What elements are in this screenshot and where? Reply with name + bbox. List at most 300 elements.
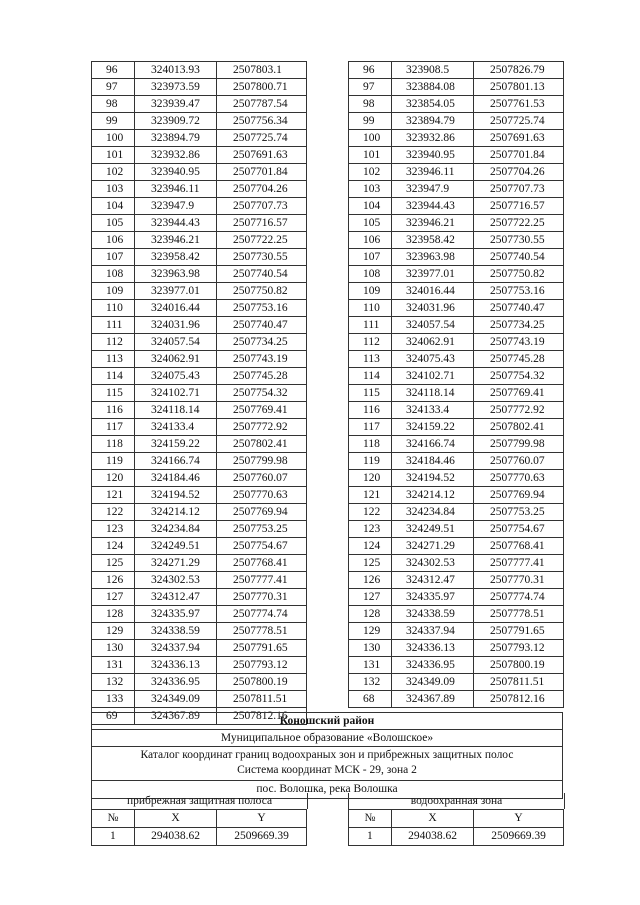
point-number: 108 xyxy=(349,266,392,283)
x-coordinate: 324234.84 xyxy=(135,521,217,538)
y-coordinate: 2507778.51 xyxy=(217,623,307,640)
point-number: 121 xyxy=(349,487,392,504)
y-coordinate: 2507826.79 xyxy=(474,62,564,79)
y-coordinate: 2507812.16 xyxy=(474,691,564,708)
table-row xyxy=(92,589,307,606)
point-number: 120 xyxy=(349,470,392,487)
y-coordinate: 2507811.51 xyxy=(474,674,564,691)
x-coordinate: 324214.12 xyxy=(392,487,474,504)
x-coordinate: 324336.95 xyxy=(392,657,474,674)
point-number: 122 xyxy=(349,504,392,521)
x-coordinate: 324118.14 xyxy=(135,402,217,419)
municipality-title: Муниципальное образование «Волошское» xyxy=(91,730,563,747)
y-coordinate: 2507770.63 xyxy=(474,470,564,487)
x-coordinate: 324031.96 xyxy=(135,317,217,334)
x-coordinate: 323963.98 xyxy=(392,249,474,266)
x-coordinate: 323946.21 xyxy=(135,232,217,249)
x-coordinate: 324013.93 xyxy=(135,62,217,79)
x-coordinate: 323894.79 xyxy=(135,130,217,147)
table-row xyxy=(92,402,307,419)
y-coordinate: 2507754.67 xyxy=(474,521,564,538)
table-row xyxy=(349,96,564,113)
y-coordinate: 2507734.25 xyxy=(217,334,307,351)
point-number: 128 xyxy=(349,606,392,623)
table-row xyxy=(92,623,307,640)
point-number: 99 xyxy=(92,113,135,130)
point-number: 125 xyxy=(92,555,135,572)
point-number: 132 xyxy=(349,674,392,691)
y-coordinate: 2507745.28 xyxy=(217,368,307,385)
y-coordinate: 2507777.41 xyxy=(217,572,307,589)
table-row xyxy=(92,385,307,402)
table-row xyxy=(349,317,564,334)
y-coordinate: 2507774.74 xyxy=(217,606,307,623)
y-coordinate: 2507730.55 xyxy=(217,249,307,266)
table-row xyxy=(349,691,564,708)
x-coordinate: 323946.11 xyxy=(392,164,474,181)
locality-title: пос. Волошка, река Волошка xyxy=(91,781,563,799)
point-number: 112 xyxy=(349,334,392,351)
x-coordinate: 324102.71 xyxy=(135,385,217,402)
table-row xyxy=(349,215,564,232)
x-coordinate: 324367.89 xyxy=(392,691,474,708)
y-coordinate: 2507740.54 xyxy=(217,266,307,283)
x-coordinate: 324057.54 xyxy=(135,334,217,351)
point-number: 100 xyxy=(92,130,135,147)
section-header xyxy=(91,712,563,799)
table-row xyxy=(349,62,564,79)
point-number: 107 xyxy=(92,249,135,266)
point-number: 112 xyxy=(92,334,135,351)
coordinates-table-right xyxy=(348,61,564,708)
table-row xyxy=(92,657,307,674)
x-coordinate: 294038.62 xyxy=(392,828,474,846)
point-number: 116 xyxy=(349,402,392,419)
table-row xyxy=(349,606,564,623)
table-row xyxy=(92,215,307,232)
y-coordinate: 2507772.92 xyxy=(474,402,564,419)
x-coordinate: 323946.21 xyxy=(392,215,474,232)
x-coordinate: 323909.72 xyxy=(135,113,217,130)
point-number: 132 xyxy=(92,674,135,691)
x-coordinate: 324159.22 xyxy=(135,436,217,453)
point-number: 110 xyxy=(92,300,135,317)
x-coordinate: 324302.53 xyxy=(135,572,217,589)
table-row xyxy=(349,249,564,266)
y-coordinate: 2507800.19 xyxy=(217,674,307,691)
table-row xyxy=(92,521,307,538)
point-number: 104 xyxy=(92,198,135,215)
y-coordinate: 2507750.82 xyxy=(217,283,307,300)
y-coordinate: 2507740.54 xyxy=(474,249,564,266)
table-row xyxy=(92,266,307,283)
y-coordinate: 2507756.34 xyxy=(217,113,307,130)
y-coordinate: 2507730.55 xyxy=(474,232,564,249)
y-coordinate: 2507753.25 xyxy=(217,521,307,538)
x-coordinate: 323946.11 xyxy=(135,181,217,198)
point-number: 96 xyxy=(92,62,135,79)
point-number: 104 xyxy=(349,198,392,215)
x-coordinate: 324249.51 xyxy=(135,538,217,555)
x-coordinate: 324184.46 xyxy=(135,470,217,487)
y-coordinate: 2507803.1 xyxy=(217,62,307,79)
coastal-strip-title: прибрежная защитная полоса xyxy=(91,793,308,809)
x-coordinate: 324194.52 xyxy=(135,487,217,504)
y-coordinate: 2507704.26 xyxy=(217,181,307,198)
water-protection-zone-title: водоохранная зона xyxy=(348,793,565,809)
table-row xyxy=(92,572,307,589)
x-coordinate: 324338.59 xyxy=(392,606,474,623)
x-coordinate: 324214.12 xyxy=(135,504,217,521)
point-number: 130 xyxy=(92,640,135,657)
x-coordinate: 323932.86 xyxy=(135,147,217,164)
table-row xyxy=(92,640,307,657)
table-row xyxy=(92,113,307,130)
table-row xyxy=(92,368,307,385)
x-coordinate: 324271.29 xyxy=(135,555,217,572)
point-number: 119 xyxy=(92,453,135,470)
table-row xyxy=(349,181,564,198)
point-number: 127 xyxy=(92,589,135,606)
point-number: 1 xyxy=(92,828,135,846)
x-coordinate: 323958.42 xyxy=(392,232,474,249)
y-coordinate: 2507760.07 xyxy=(217,470,307,487)
point-number: 114 xyxy=(92,368,135,385)
point-number: 129 xyxy=(349,623,392,640)
x-coordinate: 324349.09 xyxy=(135,691,217,708)
table-row xyxy=(349,589,564,606)
point-number: 131 xyxy=(349,657,392,674)
point-number: 113 xyxy=(92,351,135,368)
table-row xyxy=(349,402,564,419)
table-row xyxy=(349,283,564,300)
point-number: 98 xyxy=(92,96,135,113)
y-coordinate: 2507799.98 xyxy=(217,453,307,470)
x-coordinate: 324336.13 xyxy=(135,657,217,674)
table-row xyxy=(92,79,307,96)
point-number: 113 xyxy=(349,351,392,368)
x-coordinate: 324336.13 xyxy=(392,640,474,657)
table-row xyxy=(349,266,564,283)
y-coordinate: 2507725.74 xyxy=(217,130,307,147)
point-number: 115 xyxy=(92,385,135,402)
x-coordinate: 324159.22 xyxy=(392,419,474,436)
y-coordinate: 2507691.63 xyxy=(217,147,307,164)
point-number: 117 xyxy=(92,419,135,436)
x-coordinate: 324194.52 xyxy=(392,470,474,487)
y-coordinate: 2507787.54 xyxy=(217,96,307,113)
table-row xyxy=(349,623,564,640)
header-x: X xyxy=(135,810,217,828)
point-number: 97 xyxy=(92,79,135,96)
y-coordinate: 2507753.16 xyxy=(217,300,307,317)
x-coordinate: 324133.4 xyxy=(392,402,474,419)
y-coordinate: 2507774.74 xyxy=(474,589,564,606)
point-number: 98 xyxy=(349,96,392,113)
x-coordinate: 324338.59 xyxy=(135,623,217,640)
y-coordinate: 2507734.25 xyxy=(474,317,564,334)
catalog-title xyxy=(91,747,563,781)
y-coordinate: 2507802.41 xyxy=(217,436,307,453)
x-coordinate: 324133.4 xyxy=(135,419,217,436)
x-coordinate: 323908.5 xyxy=(392,62,474,79)
table-row xyxy=(349,147,564,164)
point-number: 115 xyxy=(349,385,392,402)
x-coordinate: 324302.53 xyxy=(392,555,474,572)
x-coordinate: 324312.47 xyxy=(392,572,474,589)
x-coordinate: 324184.46 xyxy=(392,453,474,470)
point-number: 125 xyxy=(349,555,392,572)
x-coordinate: 324118.14 xyxy=(392,385,474,402)
y-coordinate: 2507716.57 xyxy=(474,198,564,215)
y-coordinate: 2507745.28 xyxy=(474,351,564,368)
y-coordinate: 2507743.19 xyxy=(217,351,307,368)
x-coordinate: 324062.91 xyxy=(135,351,217,368)
x-coordinate: 324031.96 xyxy=(392,300,474,317)
table-row xyxy=(349,521,564,538)
point-number: 1 xyxy=(349,828,392,846)
y-coordinate: 2507704.26 xyxy=(474,164,564,181)
x-coordinate: 324075.43 xyxy=(392,351,474,368)
point-number: 121 xyxy=(92,487,135,504)
point-number: 123 xyxy=(349,521,392,538)
table-row xyxy=(349,232,564,249)
point-number: 120 xyxy=(92,470,135,487)
table-row xyxy=(92,62,307,79)
x-coordinate: 323940.95 xyxy=(392,147,474,164)
table-row xyxy=(92,181,307,198)
point-number: 116 xyxy=(92,402,135,419)
point-number: 124 xyxy=(349,538,392,555)
table-row xyxy=(349,130,564,147)
y-coordinate: 2507701.84 xyxy=(474,147,564,164)
point-number: 131 xyxy=(92,657,135,674)
header-number: № xyxy=(349,810,392,828)
x-coordinate: 324234.84 xyxy=(392,504,474,521)
table-row xyxy=(349,538,564,555)
y-coordinate: 2507770.31 xyxy=(217,589,307,606)
x-coordinate: 324337.94 xyxy=(135,640,217,657)
y-coordinate: 2507753.16 xyxy=(474,283,564,300)
x-coordinate: 324062.91 xyxy=(392,334,474,351)
x-coordinate: 324016.44 xyxy=(135,300,217,317)
point-number: 119 xyxy=(349,453,392,470)
point-number: 68 xyxy=(349,691,392,708)
y-coordinate: 2507800.19 xyxy=(474,657,564,674)
y-coordinate: 2507777.41 xyxy=(474,555,564,572)
point-number: 100 xyxy=(349,130,392,147)
point-number: 118 xyxy=(349,436,392,453)
x-coordinate: 324166.74 xyxy=(392,436,474,453)
y-coordinate: 2507753.25 xyxy=(474,504,564,521)
x-coordinate: 323884.08 xyxy=(392,79,474,96)
y-coordinate: 2507812.16 xyxy=(217,708,307,725)
table-row xyxy=(349,164,564,181)
x-coordinate: 324016.44 xyxy=(392,283,474,300)
point-number: 118 xyxy=(92,436,135,453)
x-coordinate: 294038.62 xyxy=(135,828,217,846)
y-coordinate: 2507791.65 xyxy=(474,623,564,640)
coordinate-system-line: Система координат МСК - 29, зона 2 xyxy=(237,764,417,776)
table-row xyxy=(349,504,564,521)
header-number: № xyxy=(92,810,135,828)
point-number: 101 xyxy=(349,147,392,164)
table-row xyxy=(92,317,307,334)
table-row xyxy=(349,657,564,674)
point-number: 109 xyxy=(92,283,135,300)
point-number: 129 xyxy=(92,623,135,640)
y-coordinate: 2507701.84 xyxy=(217,164,307,181)
y-coordinate: 2507772.92 xyxy=(217,419,307,436)
y-coordinate: 2507769.41 xyxy=(217,402,307,419)
x-coordinate: 324057.54 xyxy=(392,317,474,334)
table-row xyxy=(92,538,307,555)
x-coordinate: 324249.51 xyxy=(392,521,474,538)
water-protection-table xyxy=(348,809,564,846)
y-coordinate: 2507770.63 xyxy=(217,487,307,504)
point-number: 111 xyxy=(92,317,135,334)
point-number: 114 xyxy=(349,368,392,385)
y-coordinate: 2507722.25 xyxy=(217,232,307,249)
y-coordinate: 2507707.73 xyxy=(217,198,307,215)
y-coordinate: 2507716.57 xyxy=(217,215,307,232)
y-coordinate: 2507691.63 xyxy=(474,130,564,147)
x-coordinate: 323947.9 xyxy=(392,181,474,198)
point-number: 69 xyxy=(92,708,135,725)
y-coordinate: 2507793.12 xyxy=(474,640,564,657)
table-row xyxy=(92,164,307,181)
point-number: 124 xyxy=(92,538,135,555)
point-number: 128 xyxy=(92,606,135,623)
table-row xyxy=(349,453,564,470)
x-coordinate: 323894.79 xyxy=(392,113,474,130)
table-row xyxy=(349,828,564,846)
point-number: 109 xyxy=(349,283,392,300)
y-coordinate: 2509669.39 xyxy=(217,828,307,846)
table-row xyxy=(349,419,564,436)
table-row xyxy=(92,691,307,708)
x-coordinate: 323932.86 xyxy=(392,130,474,147)
point-number: 105 xyxy=(349,215,392,232)
point-number: 97 xyxy=(349,79,392,96)
catalog-title-line1: Каталог координат границ водоохраных зон и прибрежных защитных полос xyxy=(140,749,514,761)
x-coordinate: 324075.43 xyxy=(135,368,217,385)
table-row xyxy=(349,79,564,96)
point-number: 96 xyxy=(349,62,392,79)
y-coordinate: 2507707.73 xyxy=(474,181,564,198)
x-coordinate: 323947.9 xyxy=(135,198,217,215)
table-row xyxy=(349,368,564,385)
table-row xyxy=(92,198,307,215)
table-row xyxy=(92,436,307,453)
x-coordinate: 324336.95 xyxy=(135,674,217,691)
y-coordinate: 2507799.98 xyxy=(474,436,564,453)
y-coordinate: 2507800.71 xyxy=(217,79,307,96)
table-row xyxy=(349,572,564,589)
y-coordinate: 2507769.94 xyxy=(474,487,564,504)
table-row xyxy=(92,487,307,504)
table-row xyxy=(92,96,307,113)
y-coordinate: 2507740.47 xyxy=(217,317,307,334)
x-coordinate: 324102.71 xyxy=(392,368,474,385)
x-coordinate: 323977.01 xyxy=(135,283,217,300)
point-number: 133 xyxy=(92,691,135,708)
point-number: 103 xyxy=(92,181,135,198)
y-coordinate: 2507743.19 xyxy=(474,334,564,351)
point-number: 127 xyxy=(349,589,392,606)
y-coordinate: 2507768.41 xyxy=(217,555,307,572)
table-header-row xyxy=(92,810,307,828)
header-y: Y xyxy=(474,810,564,828)
y-coordinate: 2507768.41 xyxy=(474,538,564,555)
table-row xyxy=(92,453,307,470)
point-number: 126 xyxy=(92,572,135,589)
y-coordinate: 2507811.51 xyxy=(217,691,307,708)
table-row xyxy=(349,113,564,130)
table-row xyxy=(92,470,307,487)
x-coordinate: 324367.89 xyxy=(135,708,217,725)
y-coordinate: 2507769.41 xyxy=(474,385,564,402)
table-row xyxy=(92,130,307,147)
y-coordinate: 2507801.13 xyxy=(474,79,564,96)
table-row xyxy=(92,828,307,846)
point-number: 107 xyxy=(349,249,392,266)
x-coordinate: 323944.43 xyxy=(135,215,217,232)
table-row xyxy=(349,470,564,487)
y-coordinate: 2507793.12 xyxy=(217,657,307,674)
x-coordinate: 324335.97 xyxy=(392,589,474,606)
point-number: 110 xyxy=(349,300,392,317)
y-coordinate: 2507770.31 xyxy=(474,572,564,589)
x-coordinate: 324271.29 xyxy=(392,538,474,555)
point-number: 126 xyxy=(349,572,392,589)
x-coordinate: 324337.94 xyxy=(392,623,474,640)
x-coordinate: 324335.97 xyxy=(135,606,217,623)
table-row xyxy=(92,300,307,317)
point-number: 108 xyxy=(92,266,135,283)
x-coordinate: 323944.43 xyxy=(392,198,474,215)
table-row xyxy=(92,504,307,521)
y-coordinate: 2509669.39 xyxy=(474,828,564,846)
table-row xyxy=(92,334,307,351)
point-number: 111 xyxy=(349,317,392,334)
y-coordinate: 2507754.67 xyxy=(217,538,307,555)
table-row xyxy=(349,198,564,215)
y-coordinate: 2507754.32 xyxy=(217,385,307,402)
table-row xyxy=(92,606,307,623)
table-row xyxy=(92,249,307,266)
x-coordinate: 324166.74 xyxy=(135,453,217,470)
table-row xyxy=(92,419,307,436)
table-row xyxy=(92,283,307,300)
point-number: 101 xyxy=(92,147,135,164)
table-row xyxy=(349,640,564,657)
table-header-row xyxy=(349,810,564,828)
point-number: 117 xyxy=(349,419,392,436)
y-coordinate: 2507722.25 xyxy=(474,215,564,232)
table-row xyxy=(92,555,307,572)
x-coordinate: 324349.09 xyxy=(392,674,474,691)
point-number: 106 xyxy=(349,232,392,249)
table-row xyxy=(349,385,564,402)
y-coordinate: 2507761.53 xyxy=(474,96,564,113)
x-coordinate: 323940.95 xyxy=(135,164,217,181)
point-number: 102 xyxy=(92,164,135,181)
table-row xyxy=(92,351,307,368)
x-coordinate: 323973.59 xyxy=(135,79,217,96)
y-coordinate: 2507740.47 xyxy=(474,300,564,317)
coastal-strip-table xyxy=(91,809,307,846)
